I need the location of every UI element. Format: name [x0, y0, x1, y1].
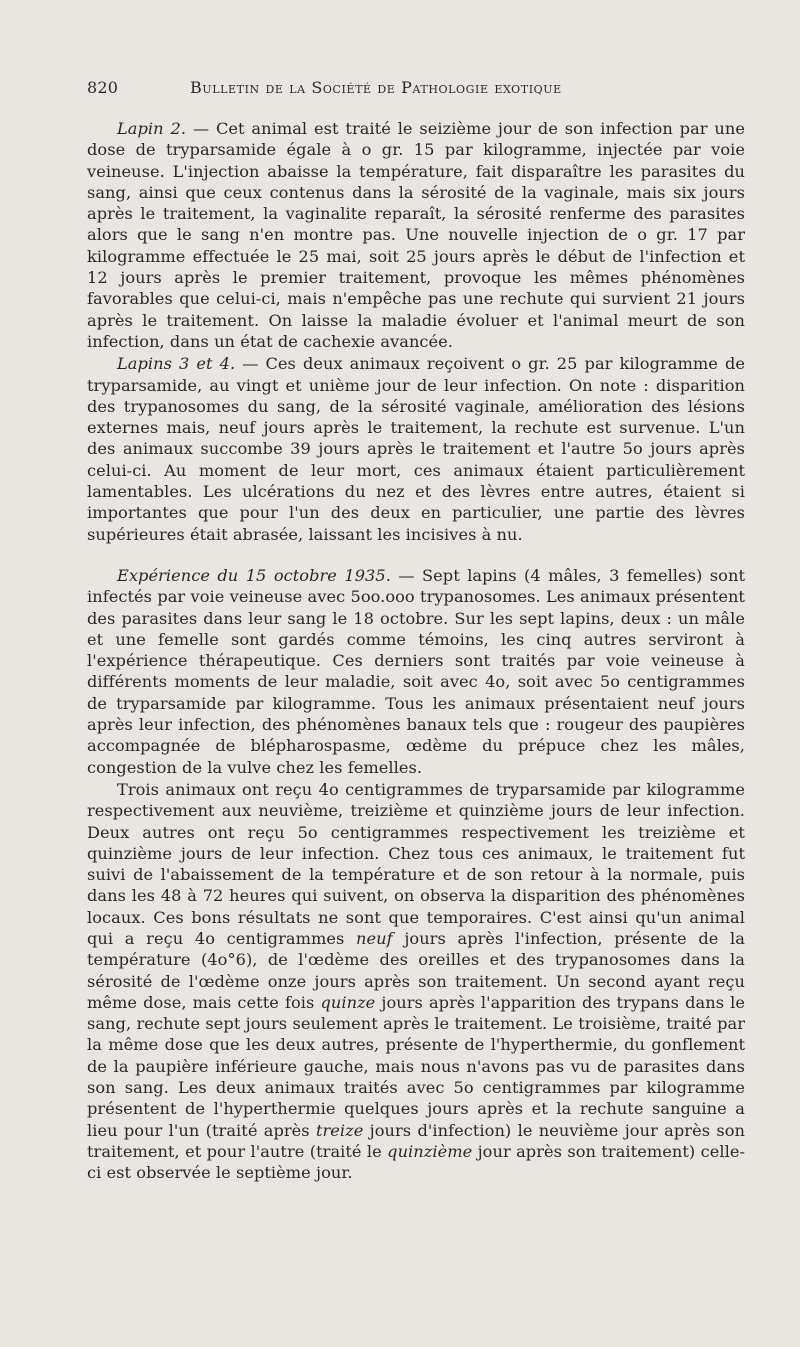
paragraph-lapins-3-4 — [87, 353, 745, 545]
paragraph-lapin-2 — [87, 118, 745, 352]
paragraph-text: jour après son traitement) celle-ci est observée le septième jour. — [87, 1141, 745, 1183]
paragraph-experience — [87, 565, 745, 778]
paragraph-text: jours d'infection) le neuvième jour après son traitement, et pour l'autre (traité le — [87, 1120, 745, 1161]
journal-title: Bulletin de la Société de Pathologie exotique — [190, 78, 562, 97]
page-number: 820 — [87, 78, 119, 97]
running-header — [87, 78, 745, 104]
italic-term: neuf — [356, 928, 393, 948]
paragraph-text: — Ces deux animaux reçoivent o gr. 25 par kilogramme de tryparsamide, au vingt et unième jour de leur infection. On note : disparition des trypanosomes du sang, de la sérosité vaginale, amélioration des lésions externes mais, neuf jours après le traitement, la rechute est survenue. L'un des animaux succombe 39 jours après le traitement et l'autre 5o jours après celui-ci. Au moment de leur mort, ces animaux étaient particulièrement lamentables. Les ulcérations du nez et des lèvres entre autres, étaient si importantes que pour l'un des deux en particulier, une partie des lèvres supérieures était abrasée, laissant les incisives à nu. — [87, 354, 745, 544]
italic-term: quinzième — [387, 1141, 473, 1161]
italic-term: quinze — [320, 992, 376, 1012]
paragraph-lead: Lapin 2. — [117, 119, 187, 138]
paragraph-text: jours après l'apparition des trypans dans le sang, rechute sept jours seulement après le traitement. Le troisième, traité par la même dose que les deux autres, présente de l'hyperthermie, du gonflement de la paupière inférieure gauche, mais nous n'avons pas vu de parasites dans son sang. Les deux animaux traités avec 5o centigrammes par kilogramme présentent de l'hyperthermie quelques jours après et la rechute sanguine a lieu pour l'un (traité après — [87, 992, 745, 1140]
italic-term: treize — [315, 1120, 364, 1140]
body-text — [87, 118, 745, 1184]
paragraph-text: — Sept lapins (4 mâles, 3 femelles) sont infectés par voie veineuse avec 5oo.ooo trypanosomes. Les animaux présentent des parasites dans leur sang le 18 octobre. Sur les sept lapins, deux : un mâle et une femelle sont gardés comme témoins, les cinq autres serviront à l'expérience thérapeutique. Ces derniers sont traités par voie veineuse à différents moments de leur maladie, soit avec 4o, soit avec 5o centigrammes de tryparsamide par kilogramme. Tous les animaux présentaient neuf jours après leur infection, des phénomènes banaux tels que : rougeur des paupières accompagnée de blépharospasme, œdème du prépuce chez les mâles, congestion de la vulve chez les femelles. — [87, 565, 745, 777]
paragraph-results — [87, 779, 745, 1184]
paragraph-lead: Lapins 3 et 4. — [117, 354, 236, 374]
paragraph-lead: Expérience du 15 octobre 1935. — [117, 565, 391, 585]
paragraph-text: Trois animaux ont reçu 4o centigrammes de tryparsamide par kilogramme respectivement aux neuvième, treizième et quinzième jours de leur infection. Deux autres ont reçu 5o centigrammes respectivement les treizième et quinzième jours de leur infection. Chez tous ces animaux, le traitement fut suivi de l'abaissement de la température et de son retour à la normale, puis dans les 48 à 72 heures qui suivent, on observa la disparition des phénomènes locaux. Ces bons résultats ne sont que temporaires. C'est ainsi qu'un animal qui a reçu 4o centigrammes — [87, 779, 745, 948]
paragraph-text: jours après l'infection, présente de la température (4o°6), de l'œdème des oreilles et des trypanosomes dans la sérosité de l'œdème onze jours après son traitement. Un second ayant reçu même dose, mais cette fois — [87, 928, 745, 1012]
paragraph-text: — Cet animal est traité le seizième jour de son infection par une dose de tryparsamide égale à o gr. 15 par kilogramme, injectée par voie veineuse. L'injection abaisse la température, fait disparaître les parasites du sang, ainsi que ceux contenus dans la sérosité de la vaginale, mais six jours après le traitement, la vaginalite reparaît, la sérosité renferme des parasites alors que le sang n'en montre pas. Une nouvelle injection de o gr. 17 par kilogramme effectuée le 25 mai, soit 25 jours après le début de l'infection et 12 jours après le premier traitement, provoque les mêmes phénomènes favorables que celui-ci, mais n'empêche pas une rechute qui survient 21 jours après le traitement. On laisse la maladie évoluer et l'animal meurt de son infection, dans un état de cachexie avancée. — [87, 119, 745, 351]
